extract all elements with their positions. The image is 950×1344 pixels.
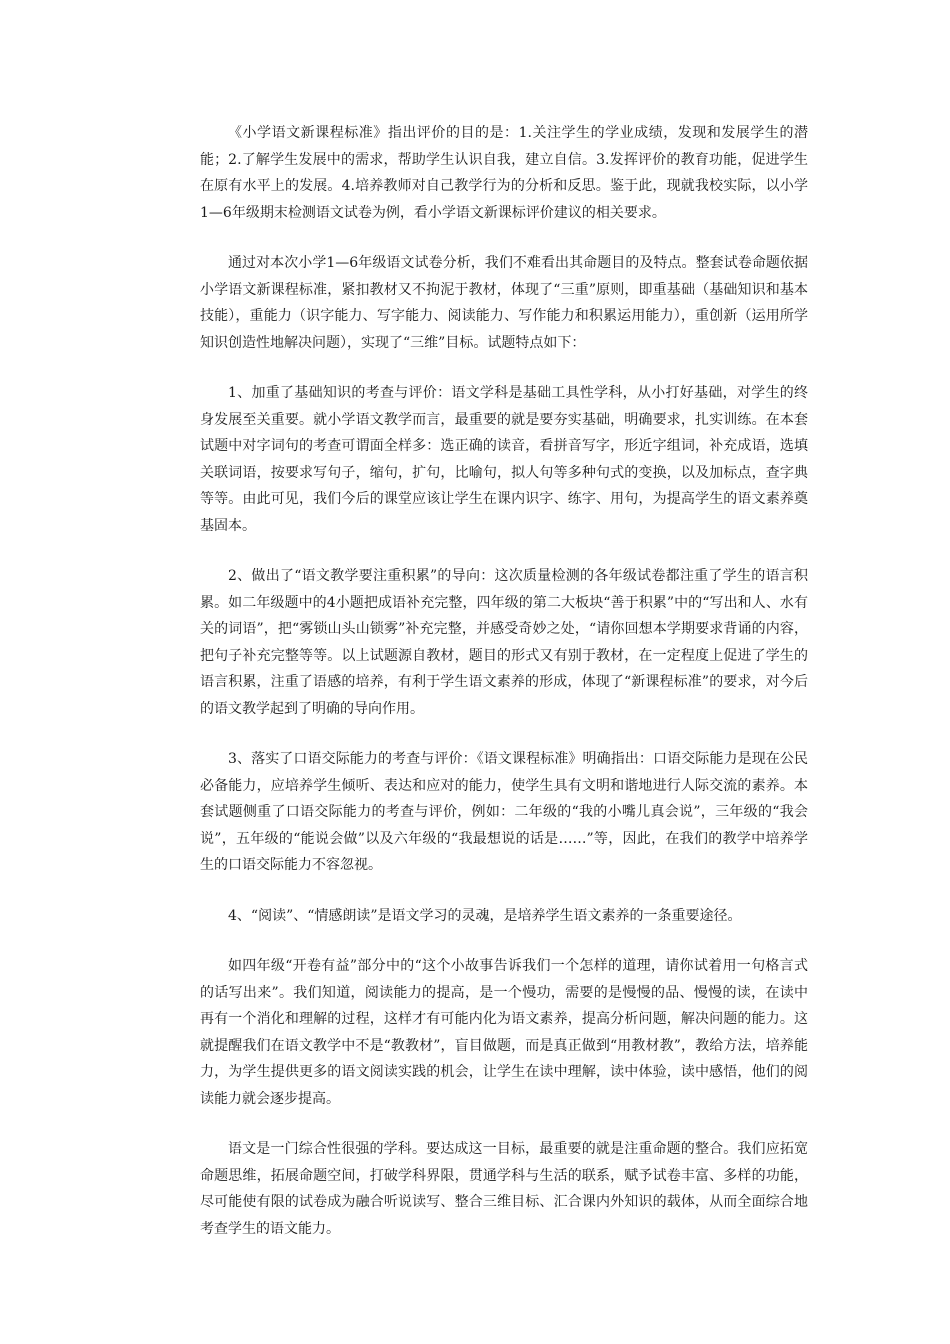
paragraph-point-1-basics: 1、加重了基础知识的考查与评价：语文学科是基础工具性学科，从小打好基础，对学生的终身发展至关重要。就小学语文教学而言，最重要的就是要夯实基础，明确要求，扎实训练。在本套试题中对字词句的考查可谓面全样多：选正确的读音，看拼音写字，形近字组词，补充成语，选填关联词语，按要求写句子，缩句，扩句，比喻句，拟人句等多种句式的变换，以及加标点，查字典等等。由此可见，我们今后的课堂应该让学生在课内识字、练字、用句，为提高学生的语文素养奠基固本。 [200, 385, 808, 534]
paragraph-evaluation-purpose: 《小学语文新课程标准》指出评价的目的是：1.关注学生的学业成绩，发现和发展学生的潜能；2.了解学生发展中的需求，帮助学生认识自我，建立自信。3.发挥评价的教育功能，促进学生在原有水平上的发展。4.培养教师对自己教学行为的分析和反思。鉴于此，现就我校实际，以小学1—6年级期末检测语文试卷为例，看小学语文新课标评价建议的相关要求。 [200, 125, 808, 221]
paragraph-point-2-accumulation: 2、做出了“语文教学要注重积累”的导向：这次质量检测的各年级试卷都注重了学生的语言积累。如二年级题中的4小题把成语补充完整，四年级的第二大板块“善于积累”中的“写出和人、水有关的词语”，把“雾锁山头山锁雾”补充完整，并感受奇妙之处，“请你回想本学期要求背诵的内容，把句子补充完整等等。以上试题源自教材，题目的形式又有别于教材，在一定程度上促进了学生的语言积累，注重了语感的培养，有利于学生语文素养的形成，体现了“新课程标准”的要求，对今后的语文教学起到了明确的导向作用。 [200, 568, 808, 717]
paragraph-exam-analysis: 通过对本次小学1—6年级语文试卷分析，我们不难看出其命题目的及特点。整套试卷命题依据小学语文新课程标准，紧扣教材又不拘泥于教材，体现了“三重”原则，即重基础（基础知识和基本技能），重能力（识字能力、写字能力、阅读能力、写作能力和积累运用能力），重创新（运用所学知识创造性地解决问题），实现了“三维”目标。试题特点如下： [200, 255, 808, 351]
paragraph-conclusion: 语文是一门综合性很强的学科。要达成这一目标，最重要的就是注重命题的整合。我们应拓宽命题思维，拓展命题空间，打破学科界限，贯通学科与生活的联系，赋予试卷丰富、多样的功能，尽可能使有限的试卷成为融合听说读写、整合三维目标、汇合课内外知识的载体，从而全面综合地考查学生的语文能力。 [200, 1141, 808, 1237]
paragraph-reading-example: 如四年级“开卷有益”部分中的“这个小故事告诉我们一个怎样的道理，请你试着用一句格言式的话写出来”。我们知道，阅读能力的提高，是一个慢功，需要的是慢慢的品、慢慢的读，在读中再有一个消化和理解的过程，这样才有可能内化为语文素养，提高分析问题，解决问题的能力。这就提醒我们在语文教学中不是“教教材”，盲目做题，而是真正做到“用教材教”，教给方法，培养能力，为学生提供更多的语文阅读实践的机会，让学生在读中理解，读中体验，读中感悟，他们的阅读能力就会逐步提高。 [200, 958, 808, 1107]
paragraph-point-4-reading: 4、“阅读”、“情感朗读”是语文学习的灵魂，是培养学生语文素养的一条重要途径。 [228, 907, 742, 924]
document-body [200, 120, 808, 1266]
paragraph-point-3-oral-communication: 3、落实了口语交际能力的考查与评价：《语文课程标准》明确指出：口语交际能力是现在公民必备能力，应培养学生倾听、表达和应对的能力，使学生具有文明和谐地进行人际交流的素养。本套试题侧重了口语交际能力的考查与评价，例如：二年级的“我的小嘴儿真会说”，三年级的“我会说”，五年级的“能说会做”以及六年级的“我最想说的话是……”等，因此，在我们的教学中培养学生的口语交际能力不容忽视。 [200, 751, 808, 873]
